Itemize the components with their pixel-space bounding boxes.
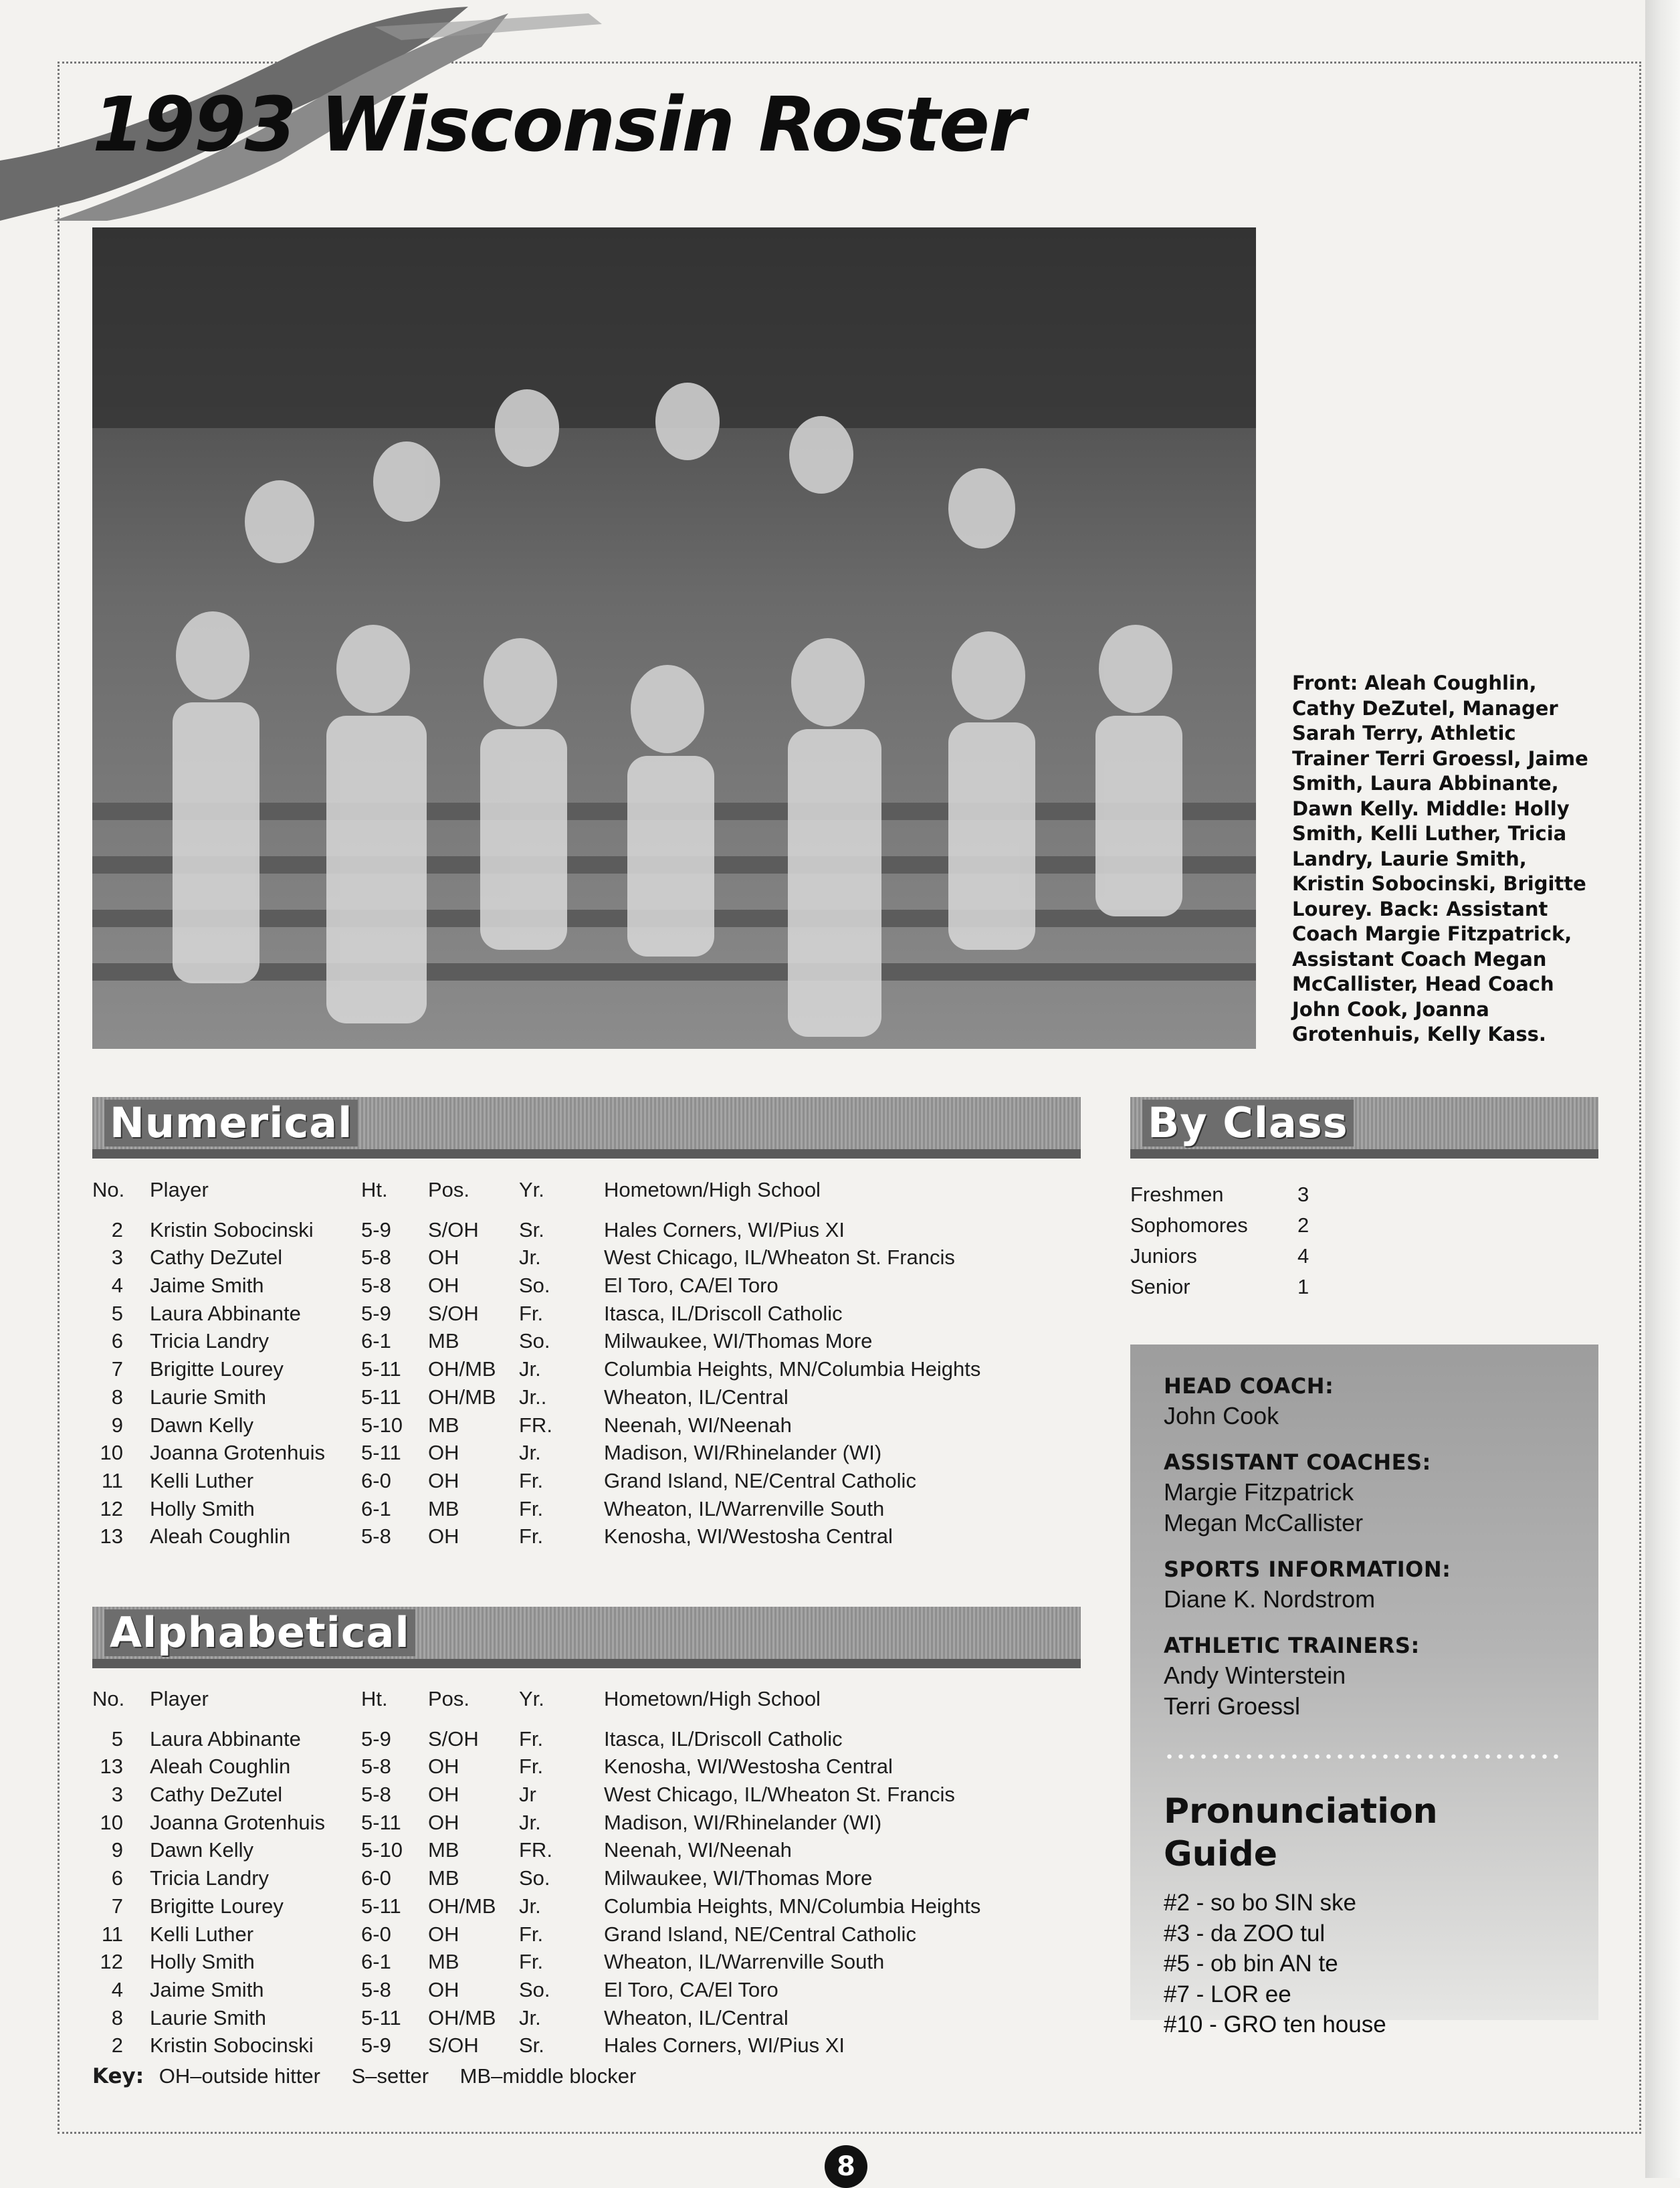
staff-heading: ASSISTANT COACHES: (1164, 1450, 1431, 1475)
table-row (92, 1836, 1095, 1864)
cell-no: 11 (101, 1922, 123, 1946)
cell-player: Dawn Kelly (150, 1838, 254, 1862)
cell-pos: S/OH (428, 2033, 479, 2058)
table-row (92, 1467, 1095, 1495)
cell-no: 2 (111, 1217, 123, 1241)
table-row (92, 1753, 1095, 1781)
cell-yr: Fr. (519, 1922, 544, 1946)
cell-hometown: Neenah, WI/Neenah (604, 1838, 792, 1862)
cell-pos: MB (428, 1413, 459, 1437)
cell-player: Dawn Kelly (150, 1413, 254, 1437)
cell-hometown: El Toro, CA/El Toro (604, 1977, 778, 2001)
table-row (92, 1948, 1095, 1976)
cell-player: Laura Abbinante (150, 1726, 301, 1751)
cell-pos: OH (428, 1783, 459, 1807)
photo-caption: Front: Aleah Coughlin, Cathy DeZutel, Manager Sarah Terry, Athletic Trainer Terri Groessl, Jaime Smith, Laura Abbinante, Dawn Kelly. Middle: Holly Smith, Kelli Luther, Tricia Landry, Laurie Smith, Kristin Sobocinski, Brigitte Lourey. Back: Assistant Coach Margie Fitzpatrick, Assistant Coach Megan McCallister, Head Coach John Cook, Joanna Grotenhuis, Kelly Kass. (1292, 672, 1588, 1046)
cell-hometown: Kenosha, WI/Westosha Central (604, 1755, 893, 1779)
list-item: #2 - so bo SIN ske (1164, 1890, 1356, 1916)
cell-hometown: Madison, WI/Rhinelander (WI) (604, 1441, 882, 1465)
column-player: Player (150, 1687, 209, 1710)
cell-ht: 6-0 (361, 1866, 391, 1890)
table-row (92, 1864, 1095, 1892)
cell-no: 4 (111, 1274, 123, 1298)
cell-hometown: Hales Corners, WI/Pius XI (604, 2033, 845, 2058)
cell-pos: OH (428, 1274, 459, 1298)
cell-yr: Jr (519, 1783, 536, 1807)
list-item: Sophomores 2 (1130, 1213, 1309, 1237)
cell-player: Holly Smith (150, 1496, 255, 1520)
cell-player: Laurie Smith (150, 2005, 267, 2029)
by-class-section-bar (1130, 1097, 1598, 1149)
cell-ht: 5-11 (361, 2005, 401, 2029)
cell-yr: Jr.. (519, 1385, 547, 1409)
cell-pos: OH (428, 1810, 459, 1834)
cell-hometown: Grand Island, NE/Central Catholic (604, 1468, 916, 1492)
cell-no: 11 (101, 1468, 123, 1492)
cell-no: 5 (111, 1726, 123, 1751)
cell-pos: OH (428, 1441, 459, 1465)
column-hometown: Hometown/High School (604, 1178, 821, 1201)
key-label: Key: (92, 2064, 144, 2088)
cell-yr: Sr. (519, 1217, 544, 1241)
cell-pos: OH (428, 1922, 459, 1946)
staff-name: Andy Winterstein (1164, 1662, 1346, 1689)
column-pos: Pos. (428, 1178, 470, 1201)
column-hometown: Hometown/High School (604, 1687, 821, 1710)
cell-player: Jaime Smith (150, 1274, 264, 1298)
numerical-roster-table (92, 1176, 1095, 1551)
cell-yr: Jr. (519, 1810, 541, 1834)
cell-hometown: Wheaton, IL/Warrenville South (604, 1950, 885, 1974)
alphabetical-heading: Alphabetical (104, 1609, 415, 1656)
cell-yr: So. (519, 1329, 550, 1353)
key-item: MB–middle blocker (459, 2064, 637, 2088)
by-class-heading: By Class (1142, 1100, 1354, 1147)
cell-hometown: Milwaukee, WI/Thomas More (604, 1866, 873, 1890)
cell-player: Cathy DeZutel (150, 1246, 283, 1270)
column-yr: Yr. (519, 1178, 544, 1201)
cell-pos: OH (428, 1246, 459, 1270)
key-item: S–setter (351, 2064, 429, 2088)
numerical-section-bar (92, 1097, 1081, 1149)
cell-yr: Jr. (519, 1441, 541, 1465)
cell-ht: 5-10 (361, 1838, 403, 1862)
table-row (92, 1920, 1095, 1949)
cell-no: 8 (111, 1385, 123, 1409)
cell-hometown: Madison, WI/Rhinelander (WI) (604, 1810, 882, 1834)
page-number: 8 (825, 2145, 867, 2188)
cell-player: Kelli Luther (150, 1922, 254, 1946)
staff-heading: SPORTS INFORMATION: (1164, 1557, 1451, 1582)
staff-name: Margie Fitzpatrick (1164, 1478, 1354, 1506)
table-header (92, 1176, 1095, 1204)
cell-player: Joanna Grotenhuis (150, 1441, 325, 1465)
staff-name: John Cook (1164, 1402, 1279, 1429)
cell-yr: FR. (519, 1413, 552, 1437)
cell-pos: S/OH (428, 1301, 479, 1325)
cell-player: Holly Smith (150, 1950, 255, 1974)
cell-pos: OH (428, 1755, 459, 1779)
cell-ht: 5-9 (361, 1726, 391, 1751)
cell-yr: Jr. (519, 2005, 541, 2029)
cell-hometown: Grand Island, NE/Central Catholic (604, 1922, 916, 1946)
cell-pos: OH (428, 1977, 459, 2001)
cell-ht: 5-11 (361, 1810, 401, 1834)
cell-yr: Fr. (519, 1468, 544, 1492)
table-row (92, 1439, 1095, 1467)
column-no: No. (92, 1178, 125, 1201)
cell-yr: Fr. (519, 1524, 544, 1549)
cell-no: 12 (100, 1950, 123, 1974)
cell-no: 9 (111, 1413, 123, 1437)
cell-pos: MB (428, 1950, 459, 1974)
cell-player: Kristin Sobocinski (150, 1217, 314, 1241)
cell-pos: S/OH (428, 1217, 479, 1241)
alphabetical-roster-table (92, 1685, 1095, 2060)
staff-info-box (1130, 1345, 1598, 2037)
cell-pos: MB (428, 1496, 459, 1520)
cell-no: 10 (100, 1441, 123, 1465)
cell-yr: Fr. (519, 1496, 544, 1520)
cell-no: 12 (100, 1496, 123, 1520)
cell-hometown: El Toro, CA/El Toro (604, 1274, 778, 1298)
cell-ht: 5-8 (361, 1246, 391, 1270)
cell-pos: OH/MB (428, 1385, 496, 1409)
numerical-rows (92, 1216, 1095, 1551)
cell-hometown: West Chicago, IL/Wheaton St. Francis (604, 1783, 955, 1807)
cell-pos: MB (428, 1866, 459, 1890)
cell-no: 3 (111, 1246, 123, 1270)
column-yr: Yr. (519, 1687, 544, 1710)
table-row (92, 1272, 1095, 1300)
table-row (92, 1892, 1095, 1920)
cell-no: 3 (111, 1783, 123, 1807)
cell-pos: OH (428, 1524, 459, 1549)
team-photo (92, 227, 1256, 1049)
cell-yr: So. (519, 1866, 550, 1890)
staff-heading: ATHLETIC TRAINERS: (1164, 1633, 1420, 1658)
column-no: No. (92, 1687, 125, 1710)
column-ht: Ht. (361, 1178, 388, 1201)
pronunciation-heading: Pronunciation Guide (1164, 1791, 1438, 1874)
cell-yr: Fr. (519, 1726, 544, 1751)
cell-hometown: West Chicago, IL/Wheaton St. Francis (604, 1246, 955, 1270)
table-row (92, 1781, 1095, 1809)
cell-no: 10 (100, 1810, 123, 1834)
cell-ht: 6-0 (361, 1468, 391, 1492)
list-item: Senior 1 (1130, 1275, 1309, 1298)
cell-yr: Jr. (519, 1894, 541, 1918)
cell-ht: 6-0 (361, 1922, 391, 1946)
cell-pos: S/OH (428, 1726, 479, 1751)
cell-yr: Jr. (519, 1357, 541, 1381)
alphabetical-section-bar (92, 1607, 1081, 1659)
cell-yr: So. (519, 1274, 550, 1298)
cell-no: 13 (100, 1524, 123, 1549)
cell-no: 7 (111, 1357, 123, 1381)
cell-yr: Sr. (519, 2033, 544, 2058)
column-pos: Pos. (428, 1687, 470, 1710)
staff-name: Diane K. Nordstrom (1164, 1585, 1376, 1613)
table-row (92, 1355, 1095, 1383)
cell-hometown: Wheaton, IL/Central (604, 2005, 789, 2029)
table-row (92, 1522, 1095, 1551)
page-title: 1993 Wisconsin Roster (92, 82, 1025, 169)
cell-ht: 5-9 (361, 1217, 391, 1241)
cell-player: Aleah Coughlin (150, 1755, 291, 1779)
cell-ht: 5-11 (361, 1441, 401, 1465)
cell-ht: 5-11 (361, 1357, 401, 1381)
cell-no: 13 (100, 1755, 123, 1779)
list-item: Juniors 4 (1130, 1244, 1309, 1268)
pronunciation-list (1164, 1888, 1578, 2040)
list-item: Freshmen 3 (1130, 1183, 1309, 1206)
cell-hometown: Columbia Heights, MN/Columbia Heights (604, 1894, 981, 1918)
cell-yr: FR. (519, 1838, 552, 1862)
numerical-heading: Numerical (104, 1100, 358, 1147)
cell-player: Kristin Sobocinski (150, 2033, 314, 2058)
cell-hometown: Milwaukee, WI/Thomas More (604, 1329, 873, 1353)
cell-no: 9 (111, 1838, 123, 1862)
table-header (92, 1685, 1095, 1713)
cell-ht: 5-8 (361, 1977, 391, 2001)
list-item: #5 - ob bin AN te (1164, 1951, 1338, 1977)
cell-ht: 5-8 (361, 1524, 391, 1549)
list-item: #7 - LOR ee (1164, 1981, 1291, 2007)
cell-no: 2 (111, 2033, 123, 2058)
cell-hometown: Hales Corners, WI/Pius XI (604, 1217, 845, 1241)
table-row (92, 1725, 1095, 1753)
cell-yr: Fr. (519, 1301, 544, 1325)
list-item: #3 - da ZOO tul (1164, 1920, 1326, 1947)
table-row (92, 1495, 1095, 1523)
table-row (92, 1411, 1095, 1439)
cell-no: 6 (111, 1329, 123, 1353)
table-row (92, 1300, 1095, 1328)
staff-heading: HEAD COACH: (1164, 1373, 1334, 1399)
cell-ht: 5-8 (361, 1274, 391, 1298)
cell-yr: Fr. (519, 1755, 544, 1779)
cell-player: Joanna Grotenhuis (150, 1810, 325, 1834)
cell-player: Laurie Smith (150, 1385, 267, 1409)
cell-player: Tricia Landry (150, 1866, 270, 1890)
cell-ht: 5-9 (361, 2033, 391, 2058)
cell-ht: 5-10 (361, 1413, 403, 1437)
cell-ht: 6-1 (361, 1950, 391, 1974)
table-row (92, 1327, 1095, 1355)
table-row (92, 1976, 1095, 2004)
cell-no: 7 (111, 1894, 123, 1918)
cell-hometown: Columbia Heights, MN/Columbia Heights (604, 1357, 981, 1381)
cell-pos: OH/MB (428, 1357, 496, 1381)
cell-no: 6 (111, 1866, 123, 1890)
table-row (92, 2004, 1095, 2032)
cell-ht: 6-1 (361, 1329, 391, 1353)
cell-pos: MB (428, 1329, 459, 1353)
cell-hometown: Kenosha, WI/Westosha Central (604, 1524, 893, 1549)
cell-player: Tricia Landry (150, 1329, 270, 1353)
cell-hometown: Neenah, WI/Neenah (604, 1413, 792, 1437)
cell-hometown: Itasca, IL/Driscoll Catholic (604, 1301, 843, 1325)
cell-player: Brigitte Lourey (150, 1357, 284, 1381)
cell-yr: So. (519, 1977, 550, 2001)
cell-pos: OH (428, 1468, 459, 1492)
cell-ht: 5-8 (361, 1783, 391, 1807)
cell-ht: 5-11 (361, 1385, 401, 1409)
cell-player: Cathy DeZutel (150, 1783, 283, 1807)
table-row (92, 1216, 1095, 1244)
cell-no: 4 (111, 1977, 123, 2001)
key-item: OH–outside hitter (159, 2064, 320, 2088)
alphabetical-rows (92, 1725, 1095, 2060)
cell-yr: Jr. (519, 1246, 541, 1270)
binding-shadow (1645, 0, 1680, 2178)
cell-no: 5 (111, 1301, 123, 1325)
cell-yr: Fr. (519, 1950, 544, 1974)
cell-ht: 6-1 (361, 1496, 391, 1520)
table-row (92, 1244, 1095, 1272)
column-ht: Ht. (361, 1687, 388, 1710)
table-row (92, 1383, 1095, 1411)
staff-name: Megan McCallister (1164, 1509, 1364, 1536)
table-row (92, 1809, 1095, 1837)
cell-player: Kelli Luther (150, 1468, 254, 1492)
list-item: #10 - GRO ten house (1164, 2011, 1386, 2037)
cell-player: Brigitte Lourey (150, 1894, 284, 1918)
position-key (92, 2064, 661, 2088)
by-class-list (1130, 1179, 1344, 1302)
cell-hometown: Itasca, IL/Driscoll Catholic (604, 1726, 843, 1751)
cell-pos: OH/MB (428, 2005, 496, 2029)
cell-hometown: Wheaton, IL/Warrenville South (604, 1496, 885, 1520)
cell-player: Laura Abbinante (150, 1301, 301, 1325)
staff-name: Terri Groessl (1164, 1692, 1301, 1720)
cell-player: Jaime Smith (150, 1977, 264, 2001)
cell-hometown: Wheaton, IL/Central (604, 1385, 789, 1409)
table-row (92, 2031, 1095, 2060)
cell-player: Aleah Coughlin (150, 1524, 291, 1549)
cell-pos: MB (428, 1838, 459, 1862)
cell-ht: 5-8 (361, 1755, 391, 1779)
cell-no: 8 (111, 2005, 123, 2029)
cell-pos: OH/MB (428, 1894, 496, 1918)
cell-ht: 5-11 (361, 1894, 401, 1918)
dotted-divider (1164, 1754, 1565, 1759)
cell-ht: 5-9 (361, 1301, 391, 1325)
column-player: Player (150, 1178, 209, 1201)
